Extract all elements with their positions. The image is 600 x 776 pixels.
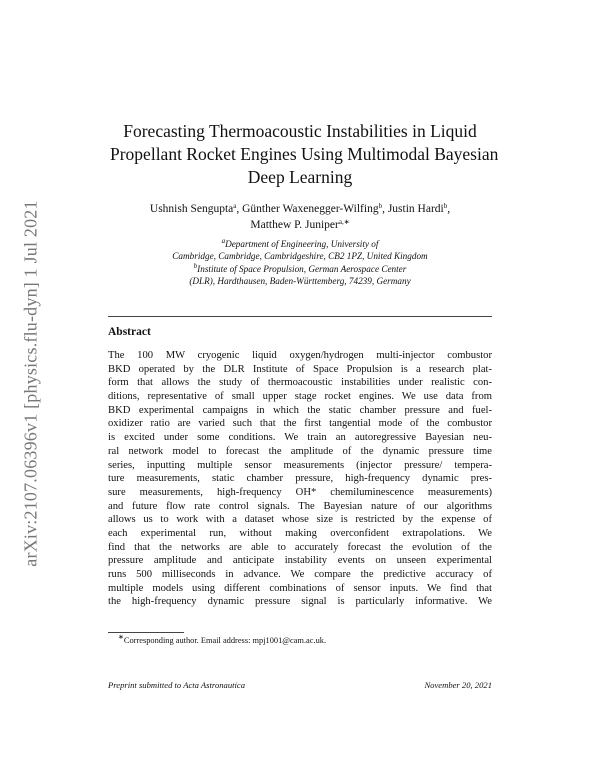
abstract-line: ture measurements, static chamber pressure, high-frequency dynamic pres-: [108, 473, 492, 485]
author-list: [100, 201, 500, 233]
preprint-note: Preprint submitted to Acta Astronautica: [108, 680, 246, 690]
abstract-body: [108, 349, 492, 609]
affiliation-line: Cambridge, Cambridge, Cambridgeshire, CB2 1PZ, United Kingdom: [172, 251, 428, 262]
author-separator: ,: [382, 203, 388, 215]
abstract-line: series, inputting multiple sensor measurements (injector pressure/ tempera-: [108, 459, 492, 471]
author-name: Günther Waxenegger-Wilfing: [242, 203, 379, 215]
author-affil-marker: b: [378, 202, 383, 210]
author-affil-marker: a: [233, 202, 237, 210]
affiliations: [100, 238, 500, 288]
abstract-line: sure measurements, high-frequency OH* chemiluminescence measurements): [108, 486, 492, 498]
title-line: Propellant Rocket Engines Using Multimodal Bayesian: [110, 144, 499, 164]
author-affil-marker: b: [443, 202, 448, 210]
footnote: [118, 633, 327, 645]
author-name: Matthew P. Juniper: [250, 219, 339, 231]
abstract-line: each experimental run, without making overconfident extrapolations. We: [108, 527, 492, 539]
abstract-line: form that allows the study of thermoacoustic instabilities under realistic con-: [108, 377, 492, 389]
author-name: Justin Hardi: [387, 203, 444, 215]
footnote-text: Corresponding author. Email address: mpj1001@cam.ac.uk.: [123, 636, 327, 645]
footnote-marker: ∗: [118, 633, 124, 641]
paper-title: [110, 120, 499, 189]
abstract-line: multiple models using different combinations of sensor inputs. We find that: [108, 582, 492, 594]
abstract-line: BKD operated by the DLR Institute of Space Propulsion is a research plat-: [108, 363, 492, 375]
abstract-line: ral network model to forecast the amplitude of the dynamic pressure time: [108, 445, 492, 457]
title-line: Forecasting Thermoacoustic Instabilities in Liquid: [123, 121, 477, 141]
abstract-line: The 100 MW cryogenic liquid oxygen/hydrogen multi-injector combustor: [108, 350, 492, 361]
abstract-heading: Abstract: [108, 326, 151, 338]
affiliation-line: Institute of Space Propulsion, German Aerospace Center: [197, 263, 407, 274]
date: November 20, 2021: [424, 680, 492, 690]
abstract-top-rule: [108, 316, 492, 317]
author-separator: ,: [447, 203, 451, 215]
author-name: Ushnish Sengupta: [149, 203, 234, 215]
abstract-line: ditions, representative of small upper stage rocket engines. We use data from: [108, 391, 492, 403]
author-affil-marker: a,∗: [338, 218, 350, 226]
abstract-line: BKD experimental campaigns in which the static chamber pressure and fuel-: [108, 404, 492, 416]
affiliation-line: (DLR), Hardthausen, Baden-Württemberg, 74239, Germany: [189, 276, 411, 287]
arxiv-identifier-stamp: [18, 188, 44, 578]
affiliation-marker: a: [221, 237, 226, 245]
abstract-line: allows us to work with a dataset whose size is restricted by the expense of: [108, 514, 492, 526]
arxiv-identifier-text: arXiv:2107.06396v1 [physics.flu-dyn] 1 Jul 2021: [20, 199, 41, 567]
affiliation-marker: b: [193, 261, 198, 270]
affiliation-line: Department of Engineering, University of: [225, 239, 379, 249]
abstract-line: pressure amplitude and anticipate instability events on unseen experimental: [108, 555, 492, 567]
abstract-line: is excited under some conditions. We train an autoregressive Bayesian neu-: [108, 432, 492, 444]
abstract-line: runs 500 milliseconds in advance. We compare the predictive accuracy of: [108, 569, 492, 580]
abstract-line: oxidizer ratio are varied such that the first tangential mode of the combustor: [108, 418, 492, 430]
abstract-line: the high-frequency dynamic pressure signal is particularly informative. We: [108, 596, 492, 608]
title-line: Deep Learning: [247, 167, 353, 187]
abstract-line: find that the networks are able to accurately forecast the evolution of the: [108, 541, 492, 553]
abstract-line: and future flow rate control signals. The Bayesian nature of our algorithms: [108, 500, 492, 512]
author-separator: ,: [236, 203, 243, 215]
